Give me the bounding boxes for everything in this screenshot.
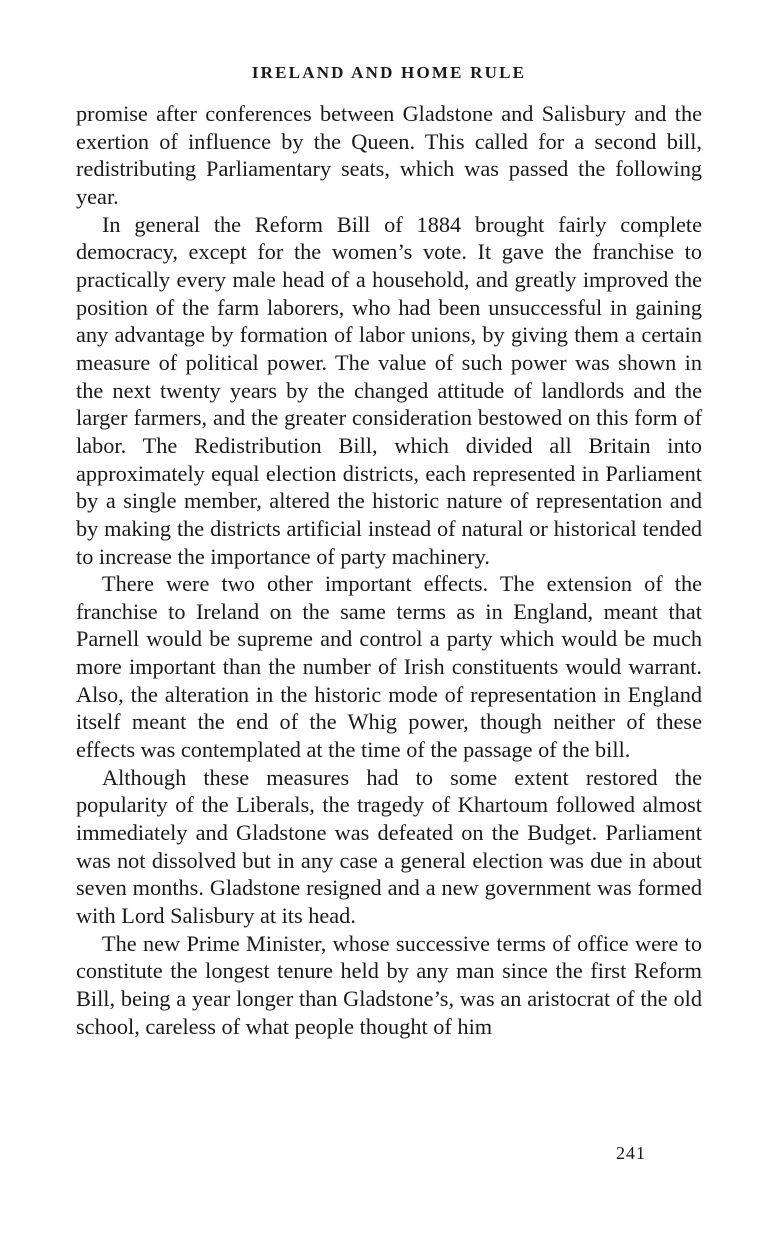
running-title: IRELAND AND HOME RULE (251, 63, 527, 82)
paragraph-other-effects: There were two other important effects. The extension of the franchise to Ireland on the same terms as in England, meant that Parnell would be supreme and control a party which would be much more important than the number of Irish constituents would warrant. Also, the alteration in the historic mode of representation in England itself meant the end of the Whig power, though neither of these effects was contemplated at the time of the passage of the bill. (76, 571, 702, 763)
paragraph-prime-minister: The new Prime Minister, whose successive terms of office were to constitute the longest tenure held by any man since the first Reform Bill, being a year longer than Gladstone’s, was an aristocrat of the old school, careless of what people thought of him (76, 930, 702, 1039)
book-page (76, 62, 702, 1040)
page-number: 241 (616, 1143, 646, 1163)
paragraph-continuation: promise after conferences between Gladstone and Salisbury and the exertion of influence by the Queen. This called for a second bill, redistributing Parliamentary seats, which was passed the following year. (76, 101, 702, 209)
paragraph-khartoum: Although these measures had to some extent restored the popularity of the Liberals, the tragedy of Khartoum followed almost immediately and Gladstone was defeated on the Budget. Parliament was not dissolved but in any case a general election was due in about seven months. Gladstone resigned and a new government was formed with Lord Salisbury at its head. (76, 764, 702, 929)
paragraph-reform-bill: In general the Reform Bill of 1884 brought fairly complete democracy, except for the women’s vote. It gave the franchise to practically every male head of a household, and greatly improved the position of the farm laborers, who had been unsuccessful in gaining any advantage by formation of labor unions, by giving them a certain measure of political power. The value of such power was shown in the next twenty years by the changed attitude of landlords and the larger farmers, and the greater consideration bestowed on this form of labor. The Redistribution Bill, which divided all Britain into approximately equal election districts, each represented in Parliament by a single member, altered the historic nature of representation and by making the districts artificial instead of natural or historical tended to increase the importance of party machinery. (76, 211, 702, 569)
body-text (76, 100, 702, 1040)
